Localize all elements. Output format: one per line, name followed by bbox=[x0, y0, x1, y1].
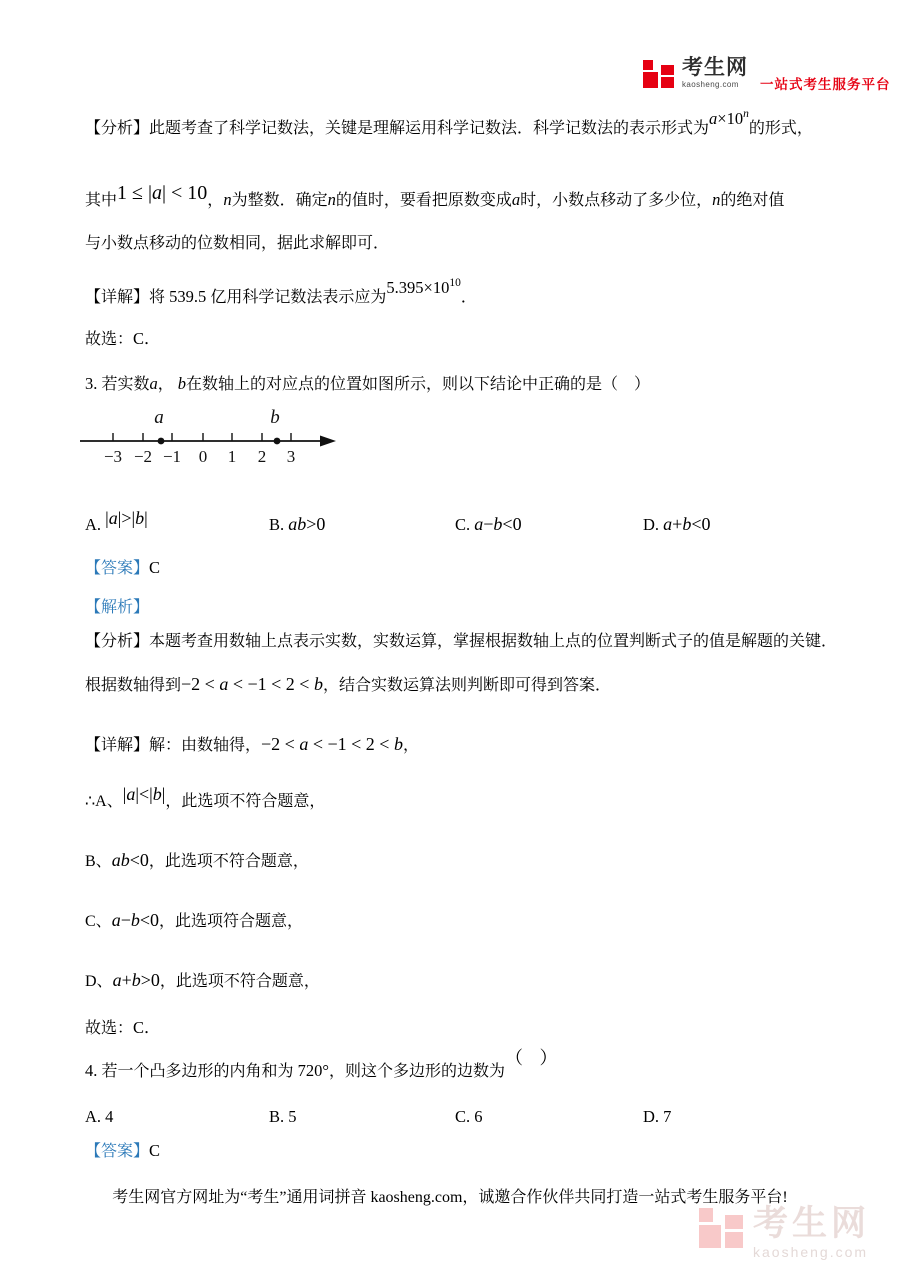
text-run: a bbox=[152, 182, 162, 204]
kaosheng-logo bbox=[643, 57, 748, 93]
option-b bbox=[269, 513, 325, 537]
q2-analysis-line-2 bbox=[85, 182, 785, 212]
option-a bbox=[85, 1105, 113, 1129]
text-run: 【答案】 bbox=[85, 560, 150, 577]
text-run: >0 bbox=[306, 514, 326, 534]
text-run: 3. bbox=[85, 374, 102, 393]
q2-analysis-line-3 bbox=[85, 232, 389, 255]
point-a-dot bbox=[158, 438, 165, 445]
text-run: 539.5 bbox=[165, 287, 211, 306]
text-run: 根据数轴得到 bbox=[85, 677, 182, 694]
text-run: A. 4 bbox=[85, 1107, 114, 1126]
text-run: ， bbox=[157, 376, 178, 393]
text-run: 【分析】此题考查了科学记数法，关键是理解运用科学记数法．科学记数法的表示形式为 bbox=[85, 120, 710, 137]
header-tagline: 一站式考生服务平台 bbox=[760, 77, 891, 92]
q3-detail-option-a bbox=[85, 784, 326, 813]
text-run: | bbox=[122, 784, 127, 804]
tick-label: 3 bbox=[286, 447, 296, 466]
text-run: 故选： bbox=[85, 331, 134, 348]
tick-label: 1 bbox=[227, 447, 237, 466]
text-run: 【答案】 bbox=[85, 1143, 150, 1160]
text-run: n bbox=[223, 190, 232, 209]
text-run: ． bbox=[460, 289, 477, 306]
option-c bbox=[455, 513, 522, 537]
site-header bbox=[643, 57, 891, 103]
option-d bbox=[643, 1105, 671, 1129]
q4-answer-line bbox=[85, 1139, 160, 1163]
text-run: 【详解】解：由数轴得， bbox=[85, 737, 262, 754]
logo-domain-text: kaosheng.com bbox=[682, 80, 739, 89]
text-run: ，此选项不符合题意， bbox=[159, 973, 320, 990]
text-run: b bbox=[682, 514, 692, 534]
text-run: C. 6 bbox=[455, 1107, 483, 1126]
text-run: 的值时，要看把原数变成 bbox=[335, 192, 512, 209]
text-run: a bbox=[112, 970, 122, 990]
text-run: b bbox=[177, 374, 187, 393]
text-run: ab bbox=[111, 850, 130, 870]
point-b-label: b bbox=[270, 407, 280, 428]
q3-answer-line bbox=[85, 556, 160, 580]
text-run: b bbox=[393, 734, 403, 754]
text-run: n bbox=[743, 108, 749, 120]
text-run: B. 5 bbox=[269, 1107, 297, 1126]
text-run: a bbox=[219, 674, 229, 694]
watermark-logo-icon bbox=[699, 1206, 747, 1258]
text-run: −2 < bbox=[181, 674, 220, 694]
tick-label: −3 bbox=[103, 447, 123, 466]
text-run: 5.395×10 bbox=[386, 278, 450, 297]
text-run: 时，小数点移动了多少位， bbox=[520, 192, 713, 209]
text-run: C bbox=[149, 558, 161, 577]
text-run: b bbox=[152, 784, 162, 804]
q3-detail-option-d bbox=[85, 969, 320, 993]
option-c bbox=[455, 1105, 483, 1129]
text-run: 与小数点移动的位数相同，据此求解即可． bbox=[85, 235, 390, 252]
logo-brand-text: 考生网 bbox=[682, 56, 748, 79]
text-run: ，此选项符合题意， bbox=[159, 913, 304, 930]
text-run: < −1 < 2 < bbox=[228, 674, 314, 694]
text-run: n bbox=[712, 190, 721, 209]
text-run: a bbox=[511, 190, 521, 209]
option-b bbox=[269, 1105, 297, 1129]
watermark-brand-text: 考生网 bbox=[753, 1204, 871, 1243]
text-run: 在数轴上的对应点的位置如图所示，则以下结论中正确的是（ ） bbox=[186, 376, 651, 393]
tick-label: 0 bbox=[198, 447, 208, 466]
text-run: | < 10 bbox=[162, 182, 208, 204]
tick-label: 2 bbox=[257, 447, 267, 466]
text-run: 其中 bbox=[85, 192, 118, 209]
text-run: |>| bbox=[117, 508, 136, 528]
text-run: C． bbox=[133, 1018, 161, 1037]
text-run: >0 bbox=[140, 970, 160, 990]
text-run: ×10 bbox=[717, 109, 744, 128]
tick-labels bbox=[104, 447, 295, 466]
text-run: − bbox=[120, 910, 131, 930]
q3-detail-intro bbox=[85, 733, 419, 757]
text-run: a bbox=[709, 109, 718, 128]
text-run: b bbox=[135, 508, 145, 528]
text-run: 若实数 bbox=[101, 376, 150, 393]
text-run: ∴A、 bbox=[85, 793, 123, 810]
text-run: a bbox=[663, 514, 673, 534]
text-run: − bbox=[483, 514, 494, 534]
text-run: 故选： bbox=[85, 1020, 134, 1037]
text-run: ab bbox=[288, 514, 307, 534]
text-run: b bbox=[493, 514, 503, 534]
question-4-stem bbox=[85, 1048, 564, 1083]
text-run: 10 bbox=[449, 277, 461, 289]
text-run: ，此选项不符合题意， bbox=[165, 793, 326, 810]
text-run: 为整数．确定 bbox=[231, 192, 328, 209]
text-run: 的形式， bbox=[748, 120, 813, 137]
q3-analysis-line-1 bbox=[85, 630, 837, 653]
text-run: C. bbox=[455, 515, 475, 534]
text-run: ， bbox=[402, 737, 419, 754]
text-run: a bbox=[108, 508, 118, 528]
tick-label: −2 bbox=[133, 447, 153, 466]
text-run: （ ） bbox=[505, 1048, 564, 1068]
text-run: <0 bbox=[502, 514, 522, 534]
text-run: |<| bbox=[135, 784, 153, 804]
text-run: n bbox=[327, 190, 336, 209]
text-run: 【详解】将 bbox=[85, 289, 166, 306]
q3-analysis-line-2 bbox=[85, 673, 611, 697]
text-run: < −1 < 2 < bbox=[308, 734, 394, 754]
watermark-domain-text: kaosheng.com bbox=[753, 1244, 869, 1260]
q2-analysis-line-1 bbox=[85, 108, 813, 140]
text-run: <0 bbox=[691, 514, 711, 534]
text-run: a bbox=[111, 910, 121, 930]
question-3-stem bbox=[85, 372, 650, 396]
point-b-dot bbox=[274, 438, 281, 445]
watermark-text-group bbox=[753, 1206, 870, 1259]
text-run: b bbox=[130, 910, 140, 930]
text-run: −2 < bbox=[261, 734, 300, 754]
text-run: C bbox=[149, 1141, 161, 1160]
text-run: + bbox=[121, 970, 132, 990]
text-run: b bbox=[313, 674, 323, 694]
text-run: a bbox=[299, 734, 309, 754]
q2-detail-line bbox=[85, 277, 477, 309]
text-run: a bbox=[474, 514, 484, 534]
tick-marks bbox=[113, 433, 291, 441]
text-run: a bbox=[126, 784, 136, 804]
q3-choice-line bbox=[85, 1016, 161, 1040]
footer-text: 考生网官方网址为“考生”通用词拼音 kaosheng.com，诚邀合作伙伴共同打造一站式考生服务平台! bbox=[112, 1189, 788, 1206]
tick-label: −1 bbox=[162, 447, 182, 466]
text-run: D. 7 bbox=[643, 1107, 672, 1126]
text-run: <0 bbox=[139, 910, 159, 930]
number-line-figure bbox=[58, 407, 358, 469]
text-run: | bbox=[161, 784, 166, 804]
q3-jiexi-label bbox=[85, 596, 149, 619]
q3-detail-option-c bbox=[85, 909, 303, 933]
kaosheng-logo-icon bbox=[643, 59, 677, 93]
text-run: 的绝对值 bbox=[720, 192, 785, 209]
text-run: 亿用科学记数法表示应为 bbox=[210, 289, 387, 306]
text-run: 若一个凸多边形的内角和为 bbox=[101, 1063, 294, 1080]
logo-text-group bbox=[682, 57, 748, 89]
text-run: a bbox=[149, 374, 158, 393]
point-a-label: a bbox=[154, 407, 164, 428]
text-run: 1 ≤ | bbox=[117, 182, 152, 204]
text-run: b bbox=[131, 970, 141, 990]
text-run: <0 bbox=[129, 850, 149, 870]
text-run: | bbox=[105, 508, 109, 528]
text-run: ，此选项不符合题意， bbox=[148, 853, 309, 870]
kaosheng-watermark bbox=[699, 1206, 870, 1259]
option-a bbox=[85, 508, 148, 537]
text-run: D、 bbox=[85, 973, 113, 990]
text-run: 【分析】本题考查用数轴上点表示实数，实数运算，掌握根据数轴上点的位置判断式子的值是解题的关键． bbox=[85, 633, 838, 650]
text-run: ，结合实数运算法则判断即可得到答案． bbox=[322, 677, 611, 694]
text-run: 【解析】 bbox=[85, 599, 150, 616]
q3-detail-option-b bbox=[85, 849, 309, 873]
q2-choice-line bbox=[85, 327, 161, 351]
option-d bbox=[643, 513, 710, 537]
axis-arrowhead-icon bbox=[320, 436, 336, 447]
text-run: | bbox=[144, 508, 148, 528]
text-run: C． bbox=[133, 329, 161, 348]
text-run: A. bbox=[85, 515, 106, 534]
text-run: C、 bbox=[85, 913, 112, 930]
text-run: ， bbox=[207, 192, 224, 209]
text-run: + bbox=[672, 514, 683, 534]
text-run: B. bbox=[269, 515, 289, 534]
text-run: ，则这个多边形的边数为 bbox=[329, 1063, 506, 1080]
text-run: D. bbox=[643, 515, 664, 534]
text-run: 4. bbox=[85, 1061, 102, 1080]
text-run: B、 bbox=[85, 853, 112, 870]
text-run: 720° bbox=[293, 1061, 329, 1080]
